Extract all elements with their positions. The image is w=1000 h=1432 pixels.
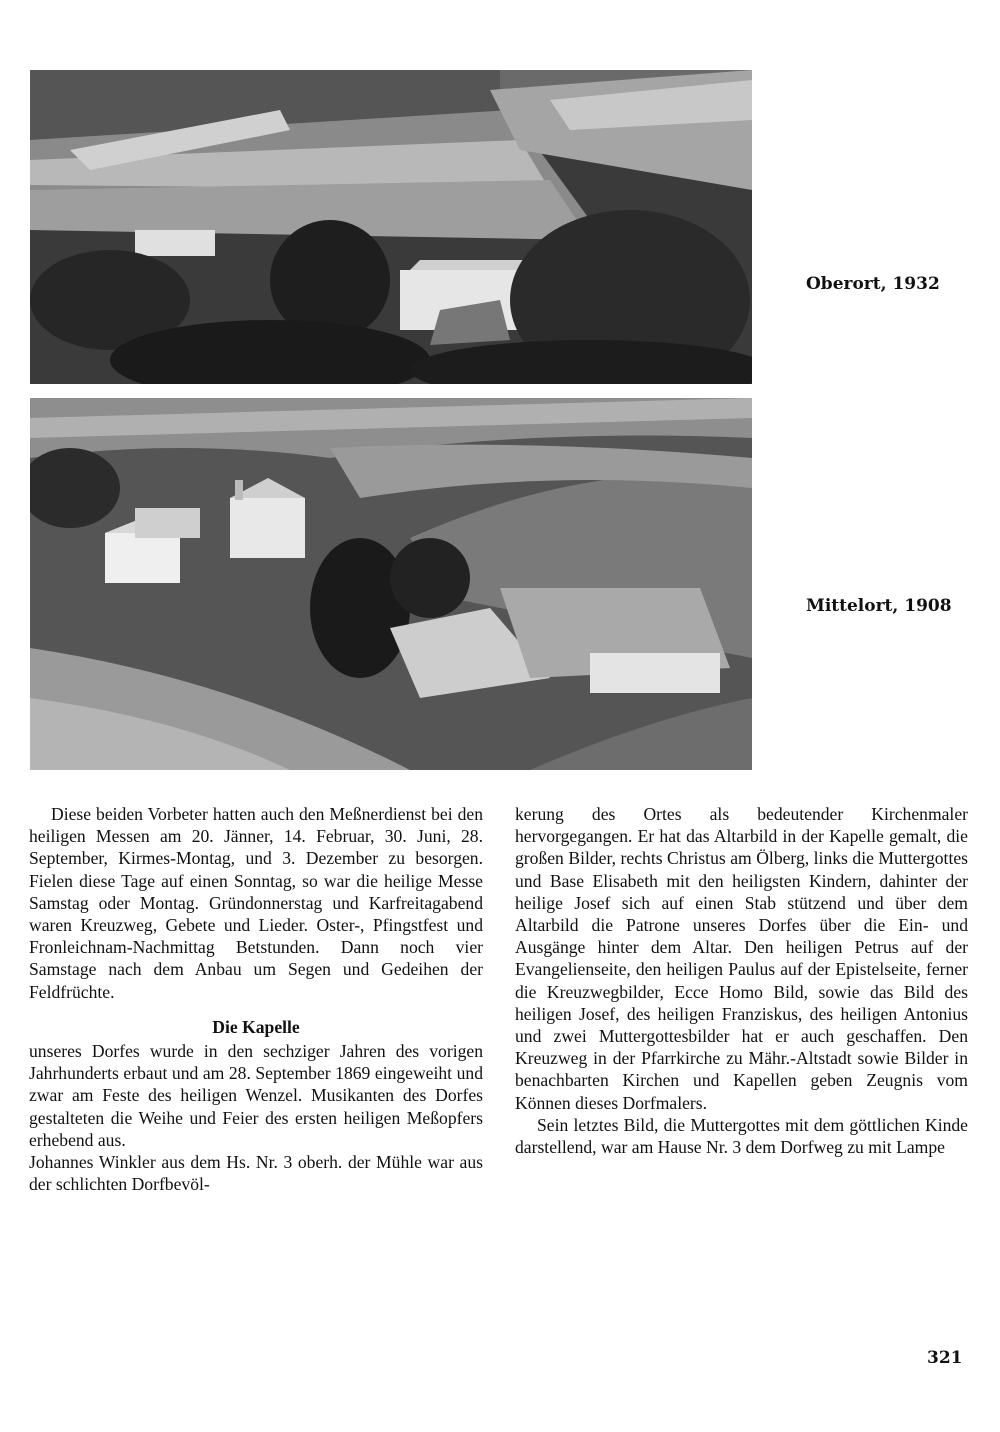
paragraph-kirchenmaler: kerung des Ortes als bedeutender Kirchenmaler hervorgegangen. Er hat das Altarbild in der Kapelle gemalt, die großen Bilder, rechts Christus am Ölberg, links die Muttergottes und Base Elisabeth mit den heiligsten Kindern, dahinter der heilige Josef sich auf einen Stab stützend und über dem Altarbild die Patrone unseres Dorfes über die Ein- und Ausgänge hinter dem Altar. Den heiligen Petrus auf der Evangelienseite, den heiligen Paulus auf der Epistelseite, ferner die Kreuzwegbilder, Ecce Homo Bild, sowie das Bild des heiligen Josef, des heiligen Franziskus, des heiligen Antonius und zwei Muttergottesbilder hat er auch geschaffen. Den Kreuzweg in der Pfarrkirche zu Mähr.-Altstadt sowie Bilder in benachbarten Kirchen und Kapellen geben Zeugnis vom Können dieses Dorfmalers. — [515, 804, 968, 1113]
paragraph-kapelle: unseres Dorfes wurde in den sechziger Jahren des vorigen Jahrhunderts erbaut und am 28. September 1869 eingeweiht und zwar am Feste des heiligen Wenzel. Musikanten des Dorfes gestalteten die Weihe und Feier des ersten heiligen Meßopfers erhebend aus. — [29, 1041, 483, 1150]
photo-mittelort-image — [30, 398, 752, 770]
page-number: 321 — [927, 1348, 963, 1368]
photo-mittelort — [30, 398, 752, 770]
section-heading-kapelle: Die Kapelle — [212, 1016, 300, 1037]
paragraph-letztes-bild: Sein letztes Bild, die Muttergottes mit dem göttlichen Kinde darstellend, war am Hause Nr. 3 dem Dorfweg zu mit Lampe — [515, 1114, 968, 1158]
text-column-left — [29, 803, 483, 1195]
photo-oberort-image — [30, 70, 752, 384]
photo-oberort — [30, 70, 752, 384]
paragraph-vorbeter: Diese beiden Vorbeter hatten auch den Meßnerdienst bei den heiligen Messen am 20. Jänner, 14. Februar, 30. Juni, 28. September, Kirmes-Montag, und 3. Dezember zu besorgen. Fielen diese Tage auf einen Sonntag, so war die heilige Messe Samstag oder Montag. Gründonnerstag und Karfreitagabend waren Kreuzweg, Gebete und Lieder. Oster-, Pfingstfest und Fronleichnam-Nachmittag Betstunden. Dann noch vier Samstage nach dem Anbau um Segen und Gedeihen der Feldfrüchte. — [29, 804, 483, 1002]
photo-caption-mittelort: Mittelort, 1908 — [806, 596, 952, 616]
text-column-right — [515, 803, 968, 1158]
paragraph-winkler: Johannes Winkler aus dem Hs. Nr. 3 oberh. der Mühle war aus der schlichten Dorfbevöl- — [29, 1152, 483, 1195]
photo-caption-oberort: Oberort, 1932 — [806, 274, 940, 294]
